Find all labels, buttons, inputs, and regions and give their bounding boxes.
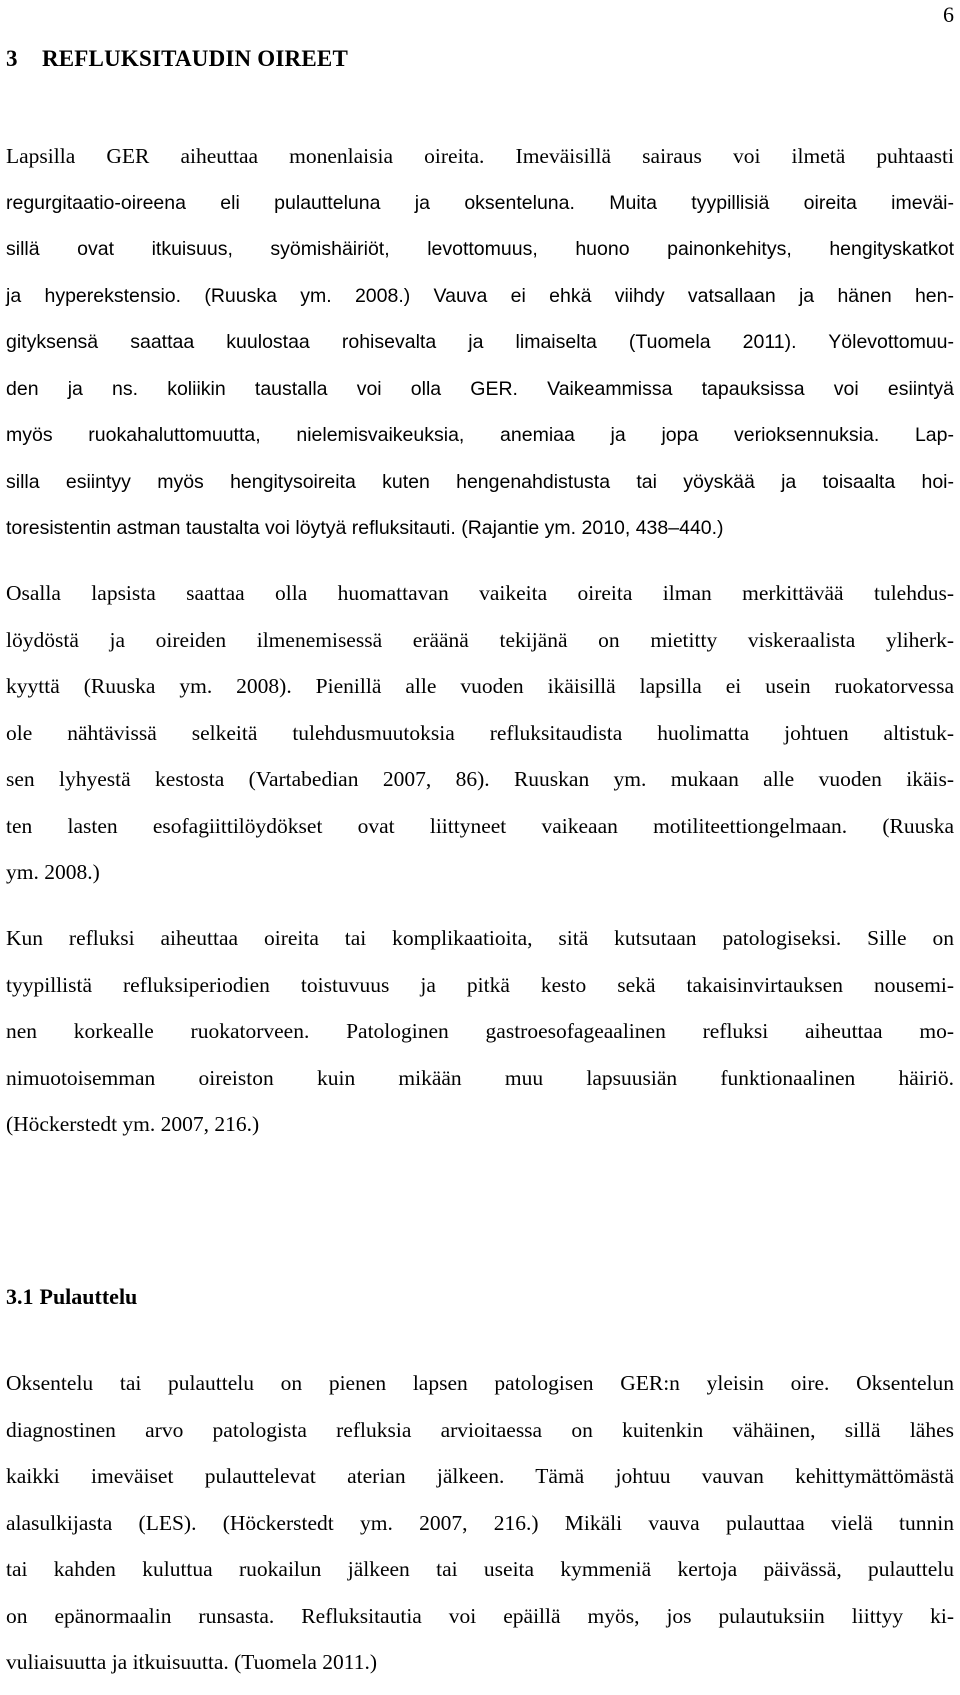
paragraph-line: ym. 2008.) <box>6 860 100 884</box>
page-number: 6 <box>943 2 954 27</box>
section-number: 3.1 <box>6 1284 34 1309</box>
paragraph-line: sillä ovat itkuisuus, syömishäiriöt, levottomuus, huono painonkehitys, hengityskatkot <box>6 238 954 260</box>
paragraph-line: nen korkealle ruokatorveen. Patologinen gastroesofageaalinen refluksi aiheuttaa mo- <box>6 1019 954 1043</box>
paragraph-line: gityksensä saattaa kuulostaa rohisevalta ja limaiselta (Tuomela 2011). Yölevottomuu- <box>6 331 954 353</box>
paragraph-line: nimuotoisemman oireiston kuin mikään muu lapsuusiän funktionaalinen häiriö. <box>6 1065 954 1090</box>
paragraph-line: on epänormaalin runsasta. Refluksitautia voi epäillä myös, jos pulautuksiin liittyy ki- <box>6 1603 954 1628</box>
paragraph-line: Oksentelu tai pulauttelu on pienen lapsen patologisen GER:n yleisin oire. Oksentelun <box>6 1371 954 1395</box>
paragraph-line: löydöstä ja oireiden ilmenemisessä eräänä tekijänä on mietitty viskeraalista yliherk- <box>6 627 954 652</box>
paragraph-line: ja hyperekstensio. (Ruuska ym. 2008.) Vauva ei ehkä viihdy vatsallaan ja hänen hen- <box>6 284 954 307</box>
paragraph-line: Kun refluksi aiheuttaa oireita tai komplikaatioita, sitä kutsutaan patologiseksi. Sille on <box>6 926 954 950</box>
paragraph-line: kyyttä (Ruuska ym. 2008). Pienillä alle vuoden ikäisillä lapsilla ei usein ruokatorvessa <box>6 674 954 698</box>
paragraph-symptoms <box>6 133 954 552</box>
paragraph-line: regurgitaatio-oireena eli pulautteluna ja oksenteluna. Muita tyypillisiä oireita imeväi- <box>6 191 954 214</box>
section-heading <box>6 1282 137 1312</box>
paragraph-line: silla esiintyy myös hengitysoireita kuten hengenahdistusta tai yöyskää ja toisaalta hoi- <box>6 470 954 493</box>
paragraph-line: myös ruokahaluttomuutta, nielemisvaikeuksia, anemiaa ja jopa verioksennuksia. Lap- <box>6 424 954 446</box>
paragraph-regurgitation <box>6 1360 954 1686</box>
paragraph-line: kaikki imeväiset pulauttelevat aterian jälkeen. Tämä johtuu vauvan kehittymättömästä <box>6 1464 954 1488</box>
chapter-number: 3 <box>6 46 18 71</box>
paragraph-line: Osalla lapsista saattaa olla huomattavan vaikeita oireita ilman merkittävää tulehdus- <box>6 581 954 605</box>
paragraph-line: Lapsilla GER aiheuttaa monenlaisia oireita. Imeväisillä sairaus voi ilmetä puhtaasti <box>6 144 954 168</box>
paragraph-line: diagnostinen arvo patologista refluksia arvioitaessa on kuitenkin vähäinen, sillä lähes <box>6 1417 954 1442</box>
paragraph-line: alasulkijasta (LES). (Höckerstedt ym. 2007, 216.) Mikäli vauva pulauttaa vielä tunnin <box>6 1510 954 1535</box>
section-title: Pulauttelu <box>39 1284 138 1309</box>
paragraph-pathological <box>6 915 954 1148</box>
paragraph-line: den ja ns. koliikin taustalla voi olla GER. Vaikeammissa tapauksissa voi esiintyä <box>6 377 954 400</box>
chapter-heading <box>6 44 348 74</box>
paragraph-line: tai kahden kuluttua ruokailun jälkeen tai useita kymmeniä kertoja päivässä, pulauttelu <box>6 1557 954 1581</box>
paragraph-line: ole nähtävissä selkeitä tulehdusmuutoksia refluksitaudista huolimatta johtuen altistuk- <box>6 720 954 745</box>
paragraph-hypersensitivity <box>6 570 954 896</box>
paragraph-line: (Höckerstedt ym. 2007, 216.) <box>6 1112 260 1136</box>
paragraph-line: vuliaisuutta ja itkuisuutta. (Tuomela 2011.) <box>6 1650 378 1674</box>
paragraph-line: toresistentin astman taustalta voi löytyä refluksitauti. (Rajantie ym. 2010, 438–440.) <box>6 517 724 539</box>
chapter-title: REFLUKSITAUDIN OIREET <box>41 46 348 71</box>
paragraph-line: sen lyhyestä kestosta (Vartabedian 2007, 86). Ruuskan ym. mukaan alle vuoden ikäis- <box>6 767 954 791</box>
paragraph-line: tyypillistä refluksiperiodien toistuvuus ja pitkä kesto sekä takaisinvirtauksen nousemi- <box>6 972 954 997</box>
paragraph-line: ten lasten esofagiittilöydökset ovat liittyneet vaikeaan motiliteettiongelmaan. (Ruuska <box>6 813 954 838</box>
